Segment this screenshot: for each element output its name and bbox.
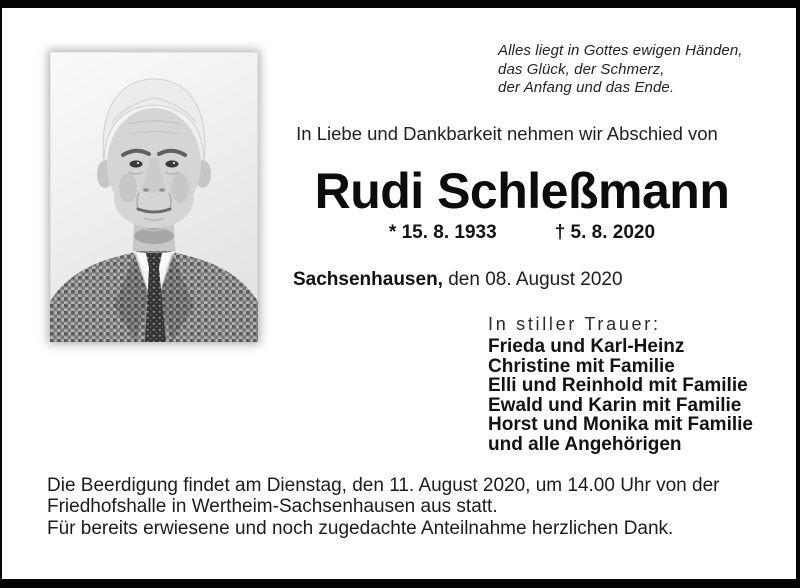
- thanks-line: Für bereits erwiesene und noch zugedachte Anteilnahme herzlichen Dank.: [47, 517, 674, 539]
- deceased-name: Rudi Schleßmann: [314, 163, 730, 219]
- mourner-line: Horst und Monika mit Familie: [488, 414, 753, 436]
- mourner-line: Ewald und Karin mit Familie: [488, 394, 742, 416]
- mourner-line: und alle Angehörigen: [488, 433, 682, 455]
- birth-date: * 15. 8. 1933: [388, 222, 497, 243]
- life-dates: [272, 222, 772, 244]
- death-date: † 5. 8. 2020: [554, 222, 656, 243]
- epigraph-line: Alles liegt in Gottes ewigen Händen,: [498, 42, 743, 59]
- mourners-block: [488, 313, 753, 455]
- place-date-line: [293, 269, 623, 291]
- mourner-line: Christine mit Familie: [488, 355, 675, 377]
- intro-line: In Liebe und Dankbarkeit nehmen wir Abschied von: [296, 123, 718, 144]
- portrait-image: [50, 52, 258, 342]
- epigraph: [498, 42, 743, 98]
- portrait-photo: [50, 52, 258, 342]
- mourner-line: Frieda und Karl-Heinz: [488, 336, 685, 357]
- funeral-line: Friedhofshalle in Wertheim-Sachsenhausen aus statt.: [47, 495, 498, 517]
- funeral-line: Die Beerdigung findet am Dienstag, den 11. August 2020, um 14.00 Uhr von der: [47, 475, 720, 496]
- mourner-line: Elli und Reinhold mit Familie: [488, 375, 748, 397]
- funeral-info: [47, 476, 719, 539]
- place-name: Sachsenhausen,: [293, 269, 443, 290]
- epigraph-line: das Glück, der Schmerz,: [498, 60, 665, 78]
- place-date-rest: den 08. August 2020: [442, 269, 623, 290]
- epigraph-line: der Anfang und das Ende.: [498, 79, 675, 96]
- mourners-header: In stiller Trauer:: [488, 314, 661, 334]
